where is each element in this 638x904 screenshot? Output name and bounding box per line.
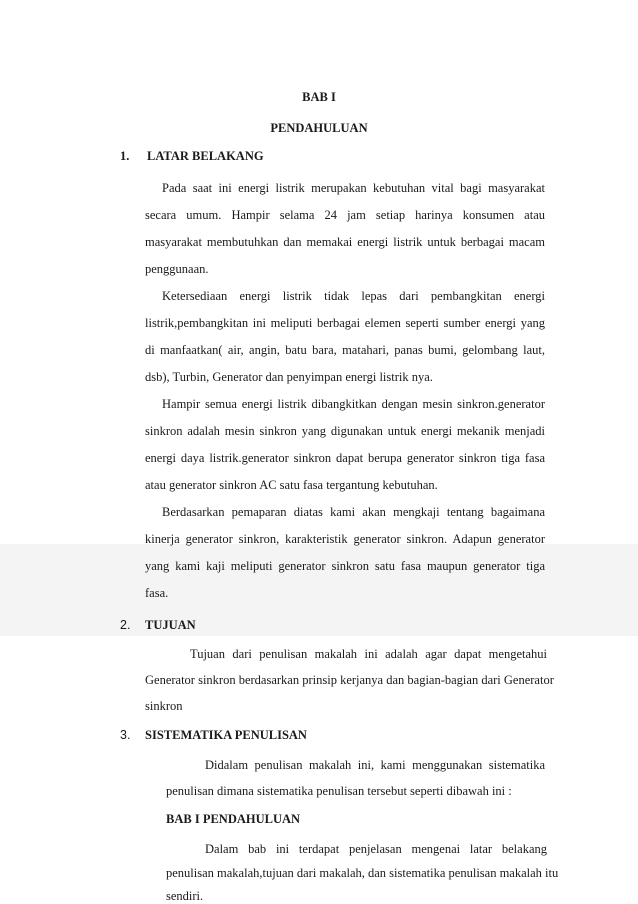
section-2-heading: TUJUAN	[145, 618, 196, 632]
chapter-title: BAB I	[302, 90, 336, 104]
section-3-number: 3.	[120, 728, 131, 742]
paragraph-line: masyarakat membutuhkan dan memakai energi listrik untuk berbagai macam	[145, 235, 545, 249]
section-3-heading: SISTEMATIKA PENULISAN	[145, 728, 307, 742]
paragraph-line: yang kami kaji meliputi generator sinkron satu fasa maupun generator tiga	[145, 559, 545, 573]
paragraph-line: kinerja generator sinkron, karakteristik generator sinkron. Adapun generator	[145, 532, 545, 546]
paragraph-line: Generator sinkron berdasarkan prinsip kerjanya dan bagian-bagian dari Generator	[145, 673, 554, 687]
paragraph-line: penggunaan.	[145, 262, 209, 276]
paragraph-line: Ketersediaan energi listrik tidak lepas dari pembangkitan energi	[162, 289, 545, 303]
section-1-number: 1.	[120, 149, 130, 163]
paragraph-line: energi daya listrik.generator sinkron dapat berupa generator sinkron tiga fasa	[145, 451, 545, 465]
paragraph-line: Hampir semua energi listrik dibangkitkan dengan mesin sinkron.generator	[162, 397, 545, 411]
paragraph-line: Dalam bab ini terdapat penjelasan mengenai latar belakang	[205, 842, 547, 856]
paragraph-line: atau generator sinkron AC satu fasa tergantung kebutuhan.	[145, 478, 438, 492]
paragraph-line: Tujuan dari penulisan makalah ini adalah agar dapat mengetahui	[190, 647, 547, 661]
paragraph-line: listrik,pembangkitan ini meliputi berbagai elemen seperti sumber energi yang	[145, 316, 545, 330]
paragraph-line: Didalam penulisan makalah ini, kami menggunakan sistematika	[205, 758, 545, 772]
paragraph-line: dsb), Turbin, Generator dan penyimpan energi listrik nya.	[145, 370, 433, 384]
paragraph-line: sendiri.	[166, 889, 204, 903]
paragraph-line: penulisan dimana sistematika penulisan tersebut seperti dibawah ini :	[166, 784, 512, 798]
section-2-number: 2.	[120, 618, 131, 632]
paragraph-line: Berdasarkan pemaparan diatas kami akan mengkaji tentang bagaimana	[162, 505, 545, 519]
section-1-heading: LATAR BELAKANG	[147, 149, 264, 163]
paragraph-line: fasa.	[145, 586, 169, 600]
paragraph-line: di manfaatkan( air, angin, batu bara, matahari, panas bumi, gelombang laut,	[145, 343, 545, 357]
paragraph-line: sinkron	[145, 699, 183, 713]
paragraph-line: penulisan makalah,tujuan dari makalah, dan sistematika penulisan makalah itu	[166, 866, 559, 880]
paragraph-line: Pada saat ini energi listrik merupakan kebutuhan vital bagi masyarakat	[162, 181, 545, 195]
paragraph-line: sinkron adalah mesin sinkron yang digunakan untuk energi mekanik menjadi	[145, 424, 545, 438]
sub-heading: BAB I PENDAHULUAN	[166, 812, 301, 826]
chapter-subtitle: PENDAHULUAN	[270, 121, 368, 135]
paragraph-line: secara umum. Hampir selama 24 jam setiap harinya konsumen atau	[145, 208, 545, 222]
